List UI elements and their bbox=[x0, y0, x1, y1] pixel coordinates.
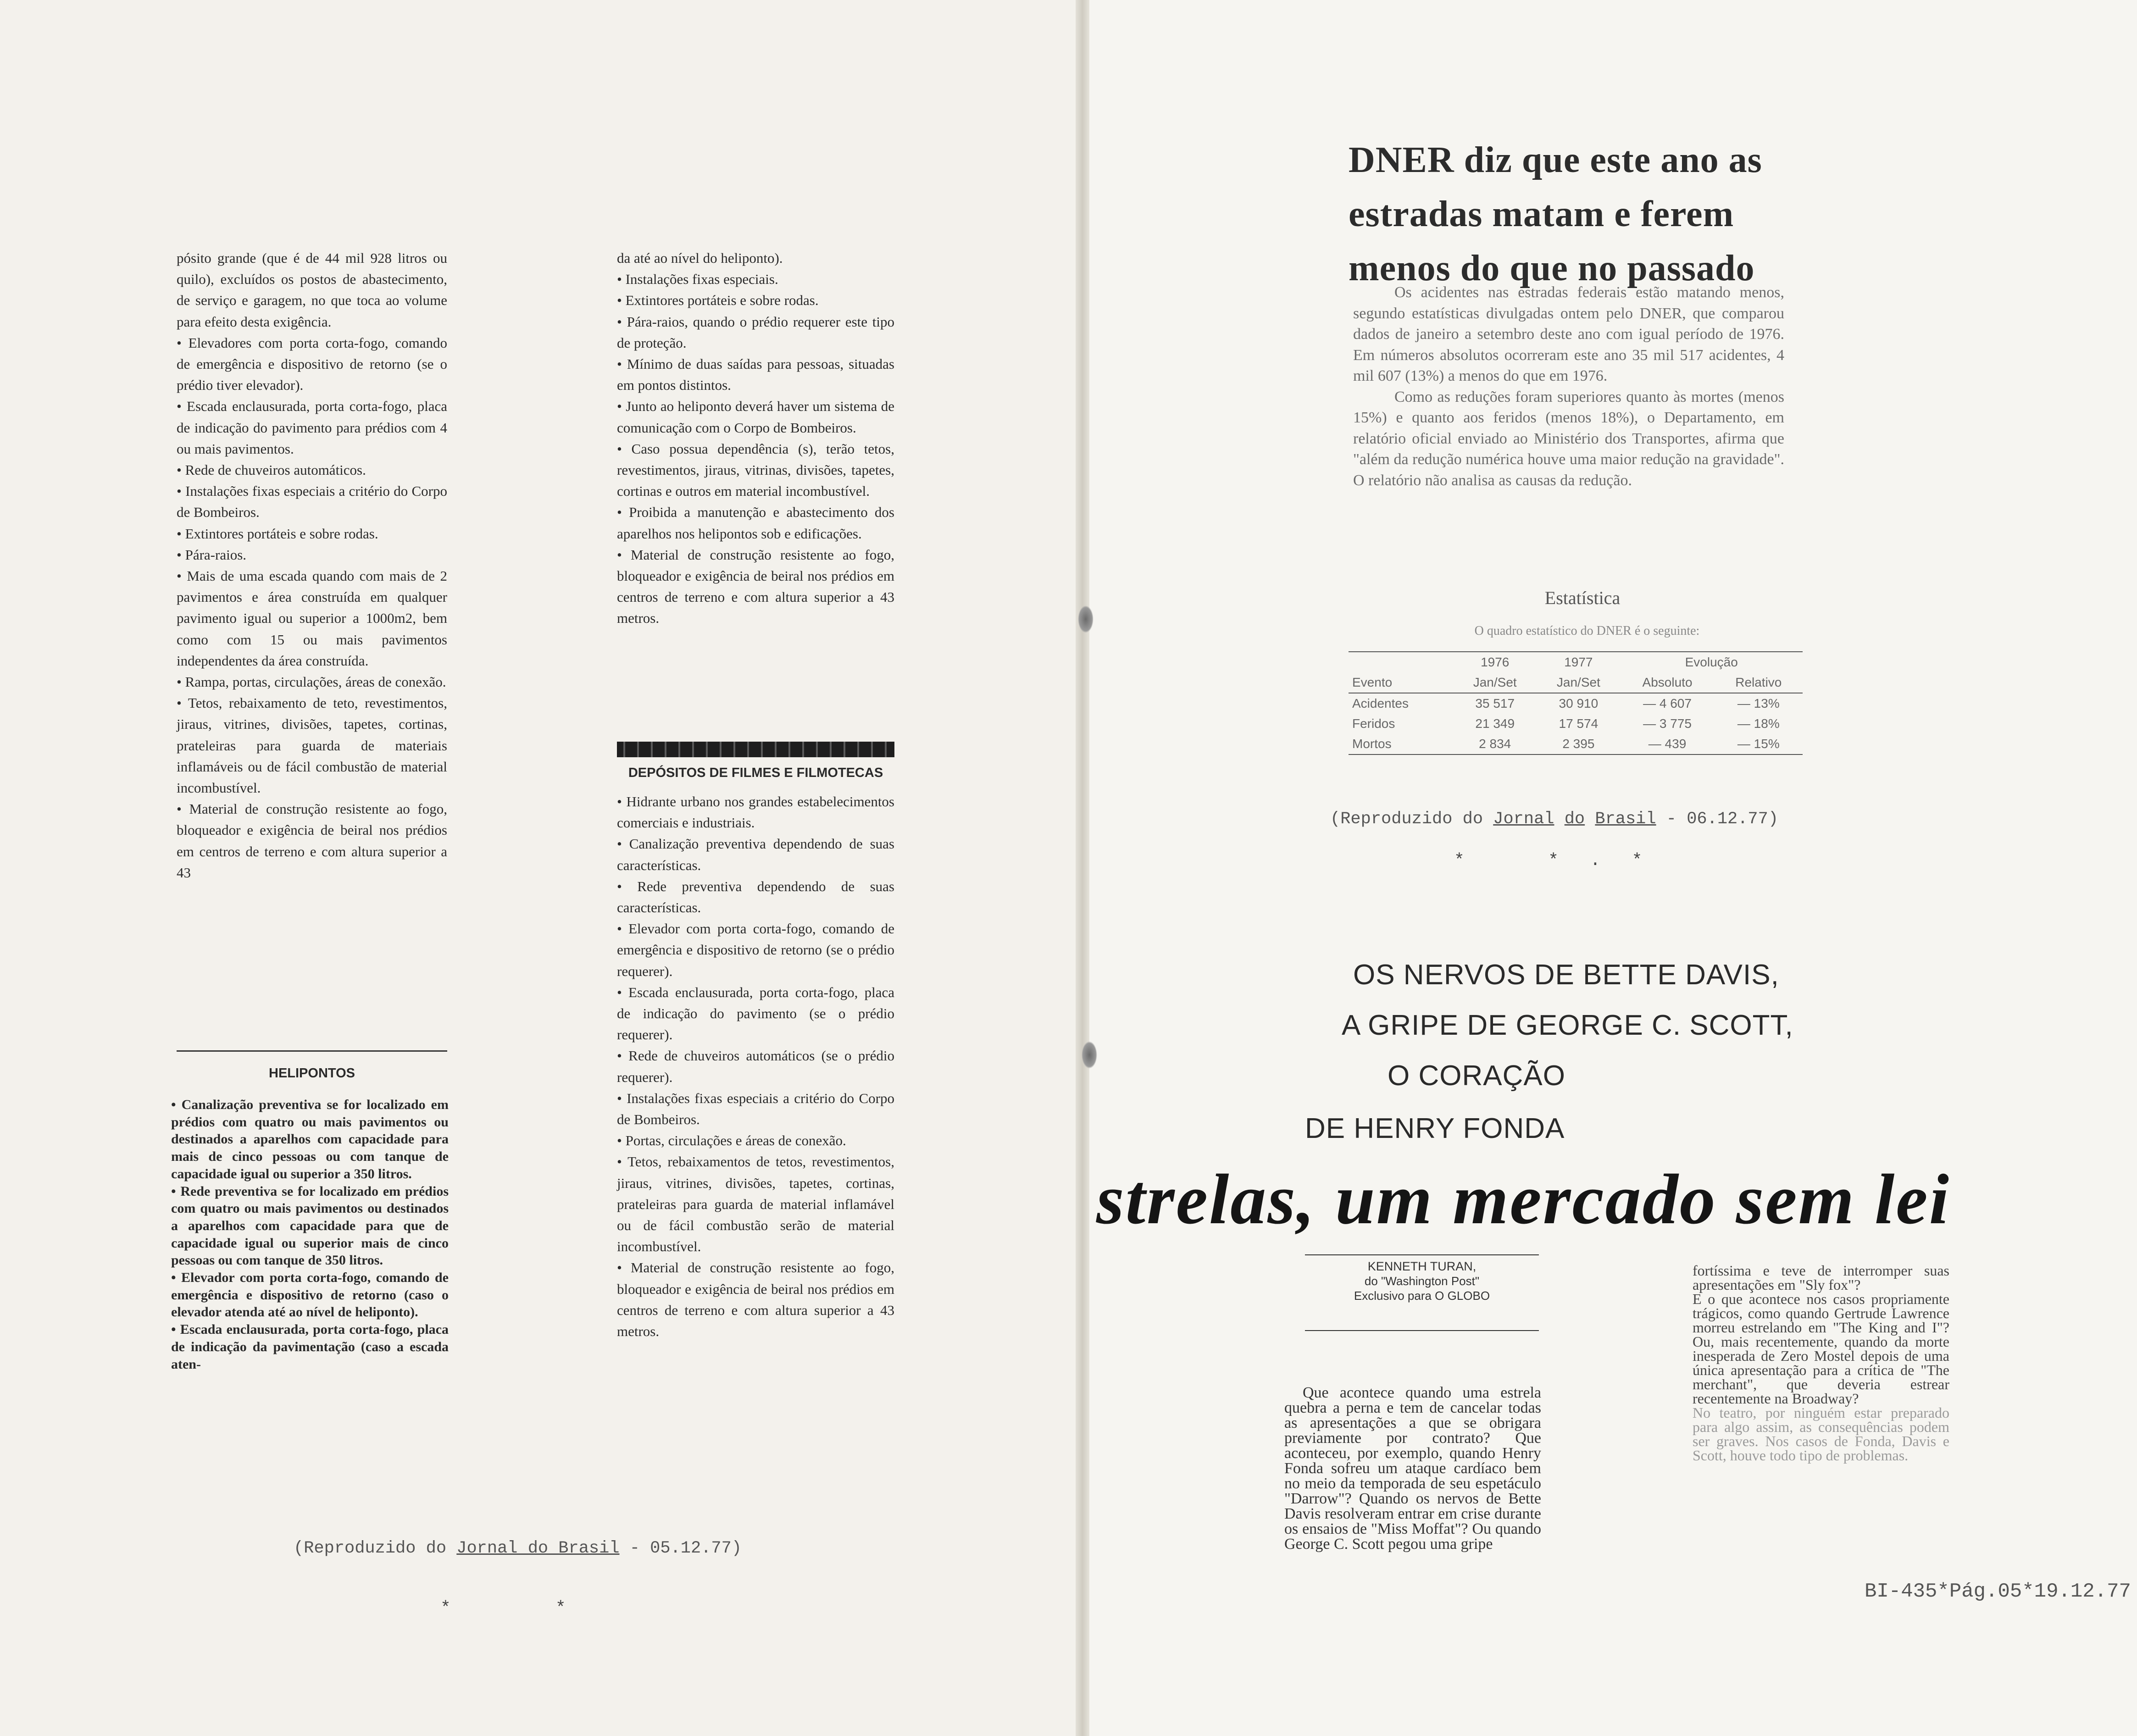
credit-prefix: (Reproduzido do bbox=[294, 1539, 457, 1558]
paragraph: • Rede de chuveiros automáticos. bbox=[177, 462, 366, 478]
paragraph: • Material de construção resistente ao fogo, bloqueador e exigência de beiral nos prédios em centros de terreno e com altura superior a 43 metros. bbox=[617, 546, 894, 627]
table-row bbox=[1349, 734, 1803, 754]
table-header: Jan/Set bbox=[1453, 672, 1537, 693]
right-credit-line bbox=[1330, 810, 1778, 829]
paragraph: No teatro, por ninguém estar preparado para algo assim, as consequências podem ser graves. Nos casos de Fonda, Davis e Scott, houve todo tipo de problemas. bbox=[1693, 1404, 1949, 1464]
table-header: Absoluto bbox=[1620, 672, 1714, 693]
paragraph: • Canalização preventiva se for localizado em prédios com quatro ou mais pavimentos ou destinados a aparelhos com capacidade para mais de cinco pessoas ou com tanque de capacidade igual ou superior a 350 litros. bbox=[171, 1097, 449, 1181]
byline-exclusive: Exclusivo para O GLOBO bbox=[1354, 1289, 1490, 1303]
paragraph: • Tetos, rebaixamentos de tetos, revestimentos, jiraus, vitrines, divisões, tapetes, cortinas, prateleiras para guarda de material inflamável ou de fácil combustão serão de material incombustível. bbox=[617, 1154, 894, 1255]
paragraph: • Elevador com porta corta-fogo, comando de emergência e dispositivo de retorno (caso o elevador atenda até ao nível de heliponto). bbox=[171, 1270, 449, 1320]
dner-headline: DNER diz que este ano as estradas matam e ferem menos do que no passado bbox=[1349, 140, 1762, 288]
paragraph: • Mínimo de duas saídas para pessoas, situadas em pontos distintos. bbox=[617, 356, 894, 394]
paragraph: • Rede preventiva se for localizado em prédios com quatro ou mais pavimentos ou destinados a aparelhos com capacidade para que de capacidade igual ou superior mais de cinco pessoas ou com tanque de 350 litros. bbox=[171, 1183, 449, 1268]
byline-rule bbox=[1305, 1330, 1539, 1331]
paragraph: • Material de construção resistente ao fogo, bloqueador e exigência de beiral nos prédios em centros de terreno e com altura superior a 43 bbox=[177, 801, 447, 881]
paragraph: • Hidrante urbano nos grandes estabelecimentos comerciais e industriais. bbox=[617, 793, 894, 831]
headline-line: DE HENRY FONDA bbox=[1305, 1113, 1565, 1144]
story-column-2 bbox=[1693, 1264, 1949, 1463]
table-cell: 2 395 bbox=[1537, 734, 1620, 754]
headline-line: OS NERVOS DE BETTE DAVIS, bbox=[1353, 959, 1779, 991]
paragraph: • Elevadores com porta corta-fogo, comando de emergência e dispositivo de retorno (se o prédio tiver elevador). bbox=[177, 334, 447, 394]
table-cell: — 3 775 bbox=[1643, 716, 1692, 731]
paragraph: pósito grande (que é de 44 mil 928 litros ou quilo), excluídos os postos de abastecimento, de serviço e garagem, no que toca ao volume para efeito desta exigência. bbox=[177, 250, 447, 330]
paragraph: • Instalações fixas especiais a critério do Corpo de Bombeiros. bbox=[617, 1090, 894, 1128]
left-column-1 bbox=[177, 248, 447, 883]
left-credit-line bbox=[294, 1539, 742, 1558]
credit-source: Jornal bbox=[1493, 810, 1554, 829]
credit-source: do bbox=[1564, 810, 1585, 829]
table-cell: — 13% bbox=[1737, 696, 1780, 710]
byline bbox=[1307, 1259, 1537, 1303]
table-cell: 35 517 bbox=[1475, 696, 1515, 710]
paragraph: Como as reduções foram superiores quanto às mortes (menos 15%) e quanto aos feridos (menos 18%), o Departamento, em relatório oficial enviado ao Ministério dos Transportes, afirma que "além da redução numérica houve uma maior redução na gravidade". O relatório não analisa as causas da redução. bbox=[1353, 388, 1784, 489]
right-stars: * * . * bbox=[1454, 851, 1643, 871]
credit-source: Brasil bbox=[1595, 810, 1656, 829]
left-column-2 bbox=[617, 248, 894, 629]
credit-prefix: (Reproduzido do bbox=[1330, 810, 1493, 829]
table-cell: 17 574 bbox=[1559, 716, 1599, 731]
page-number: BI-435*Pág.05*19.12.77 bbox=[1865, 1580, 2131, 1603]
headline-line: O CORAÇÃO bbox=[1388, 1060, 1565, 1092]
table-cell: — 15% bbox=[1715, 734, 1803, 754]
paragraph: • Pára-raios, quando o prédio requerer este tipo de proteção. bbox=[617, 313, 894, 351]
helipontos-heading: HELIPONTOS bbox=[269, 1066, 355, 1081]
statistics-heading: Estatística bbox=[1544, 588, 1621, 608]
left-stars: * * bbox=[440, 1598, 566, 1618]
binding-mark bbox=[1082, 1041, 1097, 1069]
table-cell: — 439 bbox=[1620, 734, 1714, 754]
table-header: 1976 bbox=[1453, 652, 1537, 672]
statistics-intro: O quadro estatístico do DNER é o seguinte: bbox=[1474, 624, 1700, 638]
table-cell: — 4 607 bbox=[1643, 696, 1692, 710]
credit-source: Jornal do Brasil bbox=[456, 1539, 620, 1558]
table-header: 1977 bbox=[1537, 652, 1620, 672]
paragraph: • Caso possua dependência (s), terão tetos, revestimentos, jiraus, vitrinas, divisões, tapetes, cortinas e outros em material incombustível. bbox=[617, 440, 894, 499]
binding-mark bbox=[1078, 605, 1093, 633]
paragraph: • Material de construção resistente ao fogo, bloqueador e exigência de beiral nos prédios em centros de terreno e com altura superior a 43 metros. bbox=[617, 1259, 894, 1340]
dner-article bbox=[1353, 282, 1784, 491]
paragraph: • Rede de chuveiros automáticos (se o prédio requerer). bbox=[617, 1048, 894, 1085]
table-header: Evolução bbox=[1620, 652, 1803, 672]
paragraph: • Rampa, portas, circulações, áreas de conexão. bbox=[177, 674, 446, 690]
story-column-1 bbox=[1284, 1385, 1541, 1552]
paragraph: • Canalização preventiva dependendo de suas características. bbox=[617, 836, 894, 873]
paragraph: da até ao nível do heliponto). bbox=[617, 250, 783, 266]
left-column-depositos bbox=[617, 791, 894, 1342]
paragraph: Que acontece quando uma estrela quebra a perna e tem de cancelar todas as apresentações a que se obrigara previamente por contrato? Que aconteceu, por exemplo, quando Henry Fonda sofreu um ataque cardíaco bem no meio da temporada de seu espetáculo "Darrow"? Quando os nervos de Bette Davis resolveram entrar em crise durante os ensaios de "Miss Moffat"? Ou quando George C. Scott pegou uma gripe bbox=[1284, 1384, 1541, 1553]
table-header bbox=[1349, 652, 1453, 672]
statistics-table bbox=[1349, 651, 1803, 755]
table-cell: Mortos bbox=[1349, 734, 1453, 754]
byline-author: KENNETH TURAN, bbox=[1367, 1259, 1476, 1273]
table-row bbox=[1349, 714, 1803, 734]
table-header: Relativo bbox=[1715, 672, 1803, 693]
section-rule bbox=[177, 1050, 447, 1052]
paragraph: fortíssima e teve de interromper suas apresentações em "Sly fox"? bbox=[1693, 1262, 1949, 1293]
paragraph: • Portas, circulações e áreas de conexão. bbox=[617, 1132, 846, 1149]
headline-line: A GRIPE DE GEORGE C. SCOTT, bbox=[1342, 1009, 1793, 1041]
table-cell: Feridos bbox=[1352, 716, 1395, 731]
table-cell: Acidentes bbox=[1352, 696, 1409, 710]
section-divider-bar bbox=[617, 742, 894, 757]
paragraph: • Extintores portáteis e sobre rodas. bbox=[617, 292, 819, 309]
paragraph: • Escada enclausurada, porta corta-fogo, placa de indicação do pavimento para prédios com 4 ou mais pavimentos. bbox=[177, 398, 447, 457]
paragraph: • Elevador com porta corta-fogo, comando de emergência e dispositivo de retorno (se o prédio requerer). bbox=[617, 921, 894, 979]
table-cell: 2 834 bbox=[1453, 734, 1537, 754]
depositos-heading: DEPÓSITOS DE FILMES E FILMOTECAS bbox=[628, 765, 883, 780]
table-header: Evento bbox=[1349, 672, 1453, 693]
left-column-helipontos bbox=[171, 1096, 449, 1373]
paragraph: • Instalações fixas especiais. bbox=[617, 271, 778, 288]
paragraph: • Extintores portáteis e sobre rodas. bbox=[177, 525, 378, 542]
book-spine bbox=[1076, 0, 1089, 1736]
paragraph: • Instalações fixas especiais a critério do Corpo de Bombeiros. bbox=[177, 483, 447, 521]
table-cell: 30 910 bbox=[1559, 696, 1599, 710]
paragraph: • Proibida a manutenção e abastecimento dos aparelhos nos helipontos sob e edificações. bbox=[617, 504, 894, 542]
byline-rule bbox=[1305, 1254, 1539, 1255]
credit-suffix: - 05.12.77) bbox=[619, 1539, 742, 1558]
paragraph: • Mais de uma escada quando com mais de 2 pavimentos e área construída em qualquer pavimento igual ou superior a 1000m2, bem como com 15 ou mais pavimentos independentes da área construída. bbox=[177, 568, 447, 669]
paragraph: • Rede preventiva dependendo de suas características. bbox=[617, 878, 894, 916]
table-header: Jan/Set bbox=[1537, 672, 1620, 693]
paragraph: • Escada enclausurada, porta corta-fogo, placa de indicação do pavimento (se o prédio requerer). bbox=[617, 984, 894, 1043]
paragraph: • Pára-raios. bbox=[177, 546, 247, 563]
table-row bbox=[1349, 693, 1803, 714]
paragraph: E o que acontece nos casos propriamente trágicos, como quando Gertrude Lawrence morreu estrelando em "The King and I"? Ou, mais recentemente, quando da morte inesperada de Zero Mostel depois de uma única apresentação para a crítica de "The merchant", que deveria estrear recentemente na Broadway? bbox=[1693, 1291, 1949, 1407]
paragraph: • Escada enclausurada, porta corta-fogo, placa de indicação da pavimentação (caso a escada aten- bbox=[171, 1322, 449, 1372]
table-cell: 21 349 bbox=[1475, 716, 1515, 731]
paragraph: Os acidentes nas estradas federais estão matando menos, segundo estatísticas divulgadas ontem pelo DNER, que comparou dados de janeiro a setembro deste ano com igual período de 1976. Em números absolutos ocorreram este ano 35 mil 517 acidentes, 4 mil 607 (13%) a menos do que em 1976. bbox=[1353, 284, 1784, 384]
table-cell: — 18% bbox=[1737, 716, 1780, 731]
main-headline: strelas, um mercado sem lei bbox=[1096, 1159, 1950, 1239]
byline-outlet: do "Washington Post" bbox=[1364, 1274, 1480, 1288]
credit-suffix: - 06.12.77) bbox=[1656, 810, 1779, 829]
paragraph: • Junto ao heliponto deverá haver um sistema de comunicação com o Corpo de Bombeiros. bbox=[617, 398, 894, 436]
paragraph: • Tetos, rebaixamento de teto, revestimentos, jiraus, vitrines, divisões, tapetes, cortinas, prateleiras para guarda de materiais inflamáveis ou de fácil combustão de material incombustível. bbox=[177, 695, 447, 796]
